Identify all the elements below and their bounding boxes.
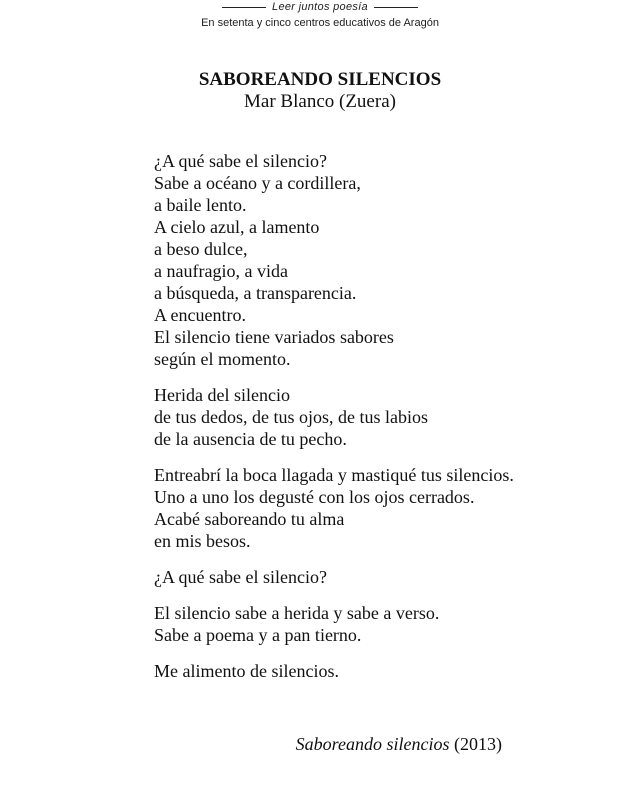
poem-line: Me alimento de silencios. [154,661,339,681]
poem-line: Uno a uno los degusté con los ojos cerrados. [154,487,475,507]
poem-line: Herida del silencio [154,385,290,405]
stanza-2 [154,384,624,450]
poem-line: Sabe a océano y a cordillera, [154,173,361,193]
poem-body [154,150,624,696]
poem-line: según el momento. [154,349,291,369]
poem-line: a beso dulce, [154,239,248,259]
poem-line: A encuentro. [154,305,246,325]
stanza-1 [154,150,624,370]
header-rule-right [374,7,418,8]
stanza-3 [154,464,624,552]
poem-line: de tus dedos, de tus ojos, de tus labios [154,407,428,427]
header-tagline-row [0,0,640,14]
poem-line: Acabé saboreando tu alma [154,509,345,529]
poem-line: El silencio sabe a herida y sabe a verso. [154,603,440,623]
header-tagline: Leer juntos poesía [272,1,368,13]
poem-title: SABOREANDO SILENCIOS [198,69,442,90]
stanza-4 [154,566,624,588]
page-header [0,0,640,30]
poem-line: de la ausencia de tu pecho. [154,429,347,449]
stanza-5 [154,602,624,646]
poem-line: ¿A qué sabe el silencio? [154,151,327,171]
source-book-title: Saboreando silencios [295,734,450,754]
poem-author: Mar Blanco (Zuera) [244,91,396,112]
header-rule-left [222,7,266,8]
poem-line: a baile lento. [154,195,247,215]
source-year: (2013) [454,734,502,754]
source-citation [296,733,502,755]
stanza-6 [154,660,624,682]
poem-line: ¿A qué sabe el silencio? [154,567,327,587]
header-subtitle: En setenta y cinco centros educativos de Aragón [201,17,439,29]
poem-line: a búsqueda, a transparencia. [154,283,357,303]
poem-line: a naufragio, a vida [154,261,288,281]
poem-title-block [0,69,640,113]
poem-line: El silencio tiene variados sabores [154,327,394,347]
poem-line: Entreabrí la boca llagada y mastiqué tus silencios. [154,465,514,485]
poem-line: en mis besos. [154,531,251,551]
poem-line: A cielo azul, a lamento [154,217,320,237]
poem-line: Sabe a poema y a pan tierno. [154,625,362,645]
